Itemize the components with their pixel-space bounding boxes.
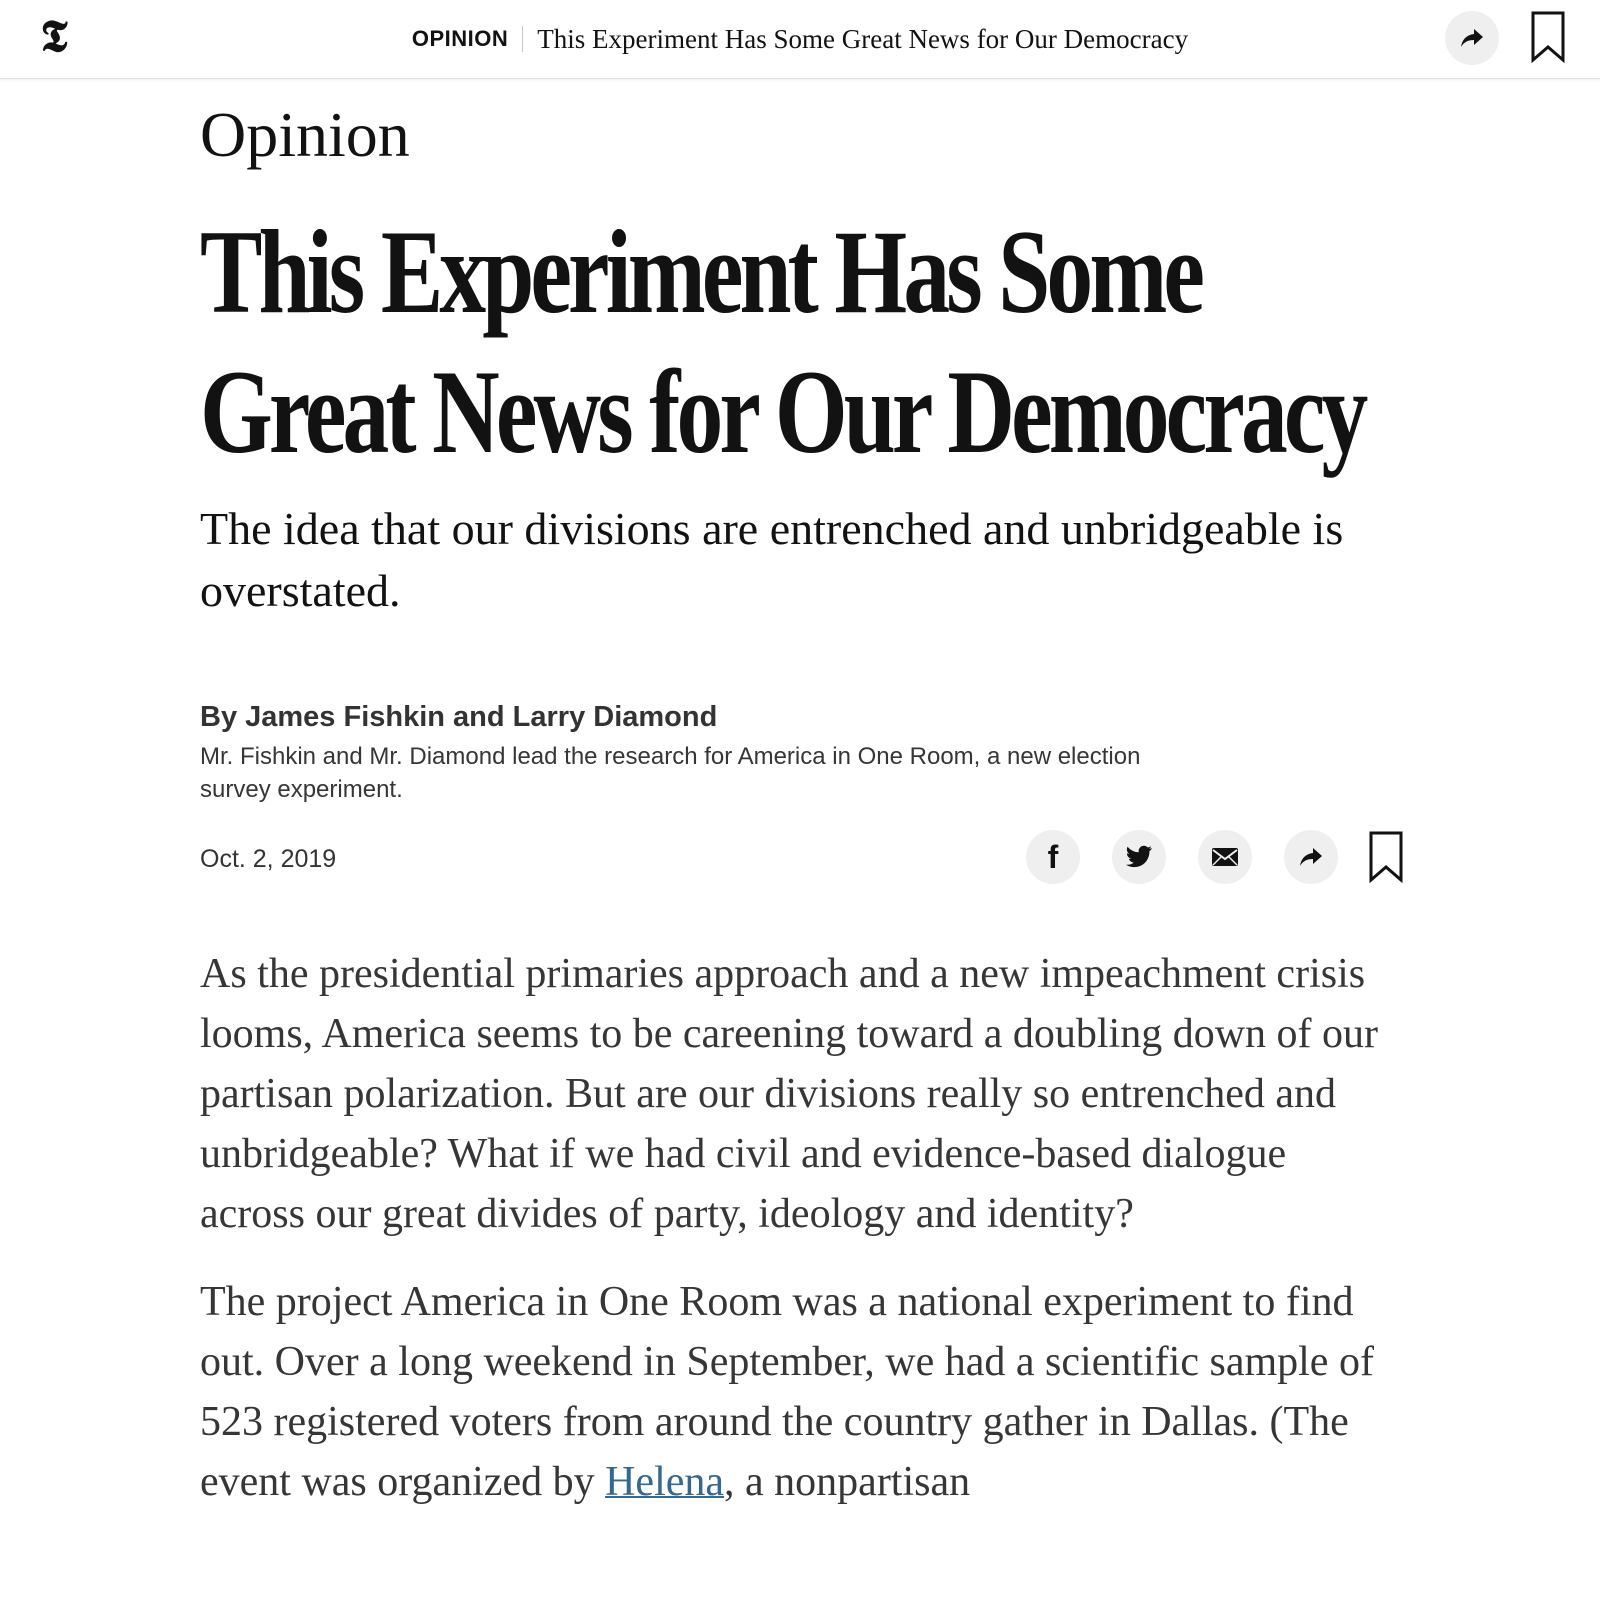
article-body: [200, 944, 1400, 1540]
nyt-logo-icon[interactable]: 𝕿: [40, 11, 68, 62]
topbar-divider: [522, 26, 523, 52]
topbar-bookmark-button[interactable]: [1530, 10, 1566, 64]
body-paragraph: [200, 1272, 1400, 1512]
email-share-button[interactable]: [1198, 830, 1252, 884]
byline: By James Fishkin and Larry Diamond: [200, 701, 718, 733]
article-summary: The idea that our divisions are entrenched and unbridgeable is overstated.: [200, 503, 1344, 616]
share-toolbar: [1026, 827, 1404, 887]
bookmark-icon: [1530, 10, 1566, 64]
more-share-button[interactable]: [1284, 830, 1338, 884]
body-paragraph: As the presidential primaries approach and a new impeachment crisis looms, America seems to be careening toward a doubling down of our partisan polarization. But are our divisions really so entrenched and unbridgeable? What if we had civil and evidence-based dialogue across our great divides of party, ideology and identity?: [200, 951, 1379, 1237]
publish-date: Oct. 2, 2019: [200, 845, 337, 873]
topbar-share-button[interactable]: [1445, 11, 1499, 65]
share-icon: [1459, 27, 1485, 49]
helena-link[interactable]: Helena: [605, 1459, 725, 1505]
topbar-title-group: [0, 0, 1600, 78]
author-bio: Mr. Fishkin and Mr. Diamond lead the research for America in One Room, a new election survey experiment.: [200, 743, 1141, 803]
email-icon: [1211, 847, 1239, 867]
article-headline: This Experiment Has Some Great News for Our Democracy: [200, 205, 1365, 478]
twitter-icon: [1125, 845, 1153, 869]
save-article-button[interactable]: [1368, 830, 1404, 884]
paragraph-text: The project America in One Room was a national experiment to find out. Over a long weekend in September, we had a scientific sample of 523 registered voters from around the country gather in Dallas. (The event was organized by: [200, 1279, 1374, 1505]
opinion-kicker[interactable]: Opinion: [200, 99, 410, 170]
topbar-article-title: This Experiment Has Some Great News for Our Democracy: [537, 23, 1189, 54]
twitter-share-button[interactable]: [1112, 830, 1166, 884]
paragraph-text: , a nonpartisan: [724, 1459, 971, 1505]
topbar-section-label[interactable]: OPINION: [411, 26, 509, 51]
bookmark-icon: [1368, 830, 1404, 884]
share-icon: [1298, 846, 1324, 868]
top-bar: [0, 0, 1600, 79]
facebook-share-button[interactable]: [1026, 830, 1080, 884]
facebook-icon: f: [1047, 839, 1059, 875]
